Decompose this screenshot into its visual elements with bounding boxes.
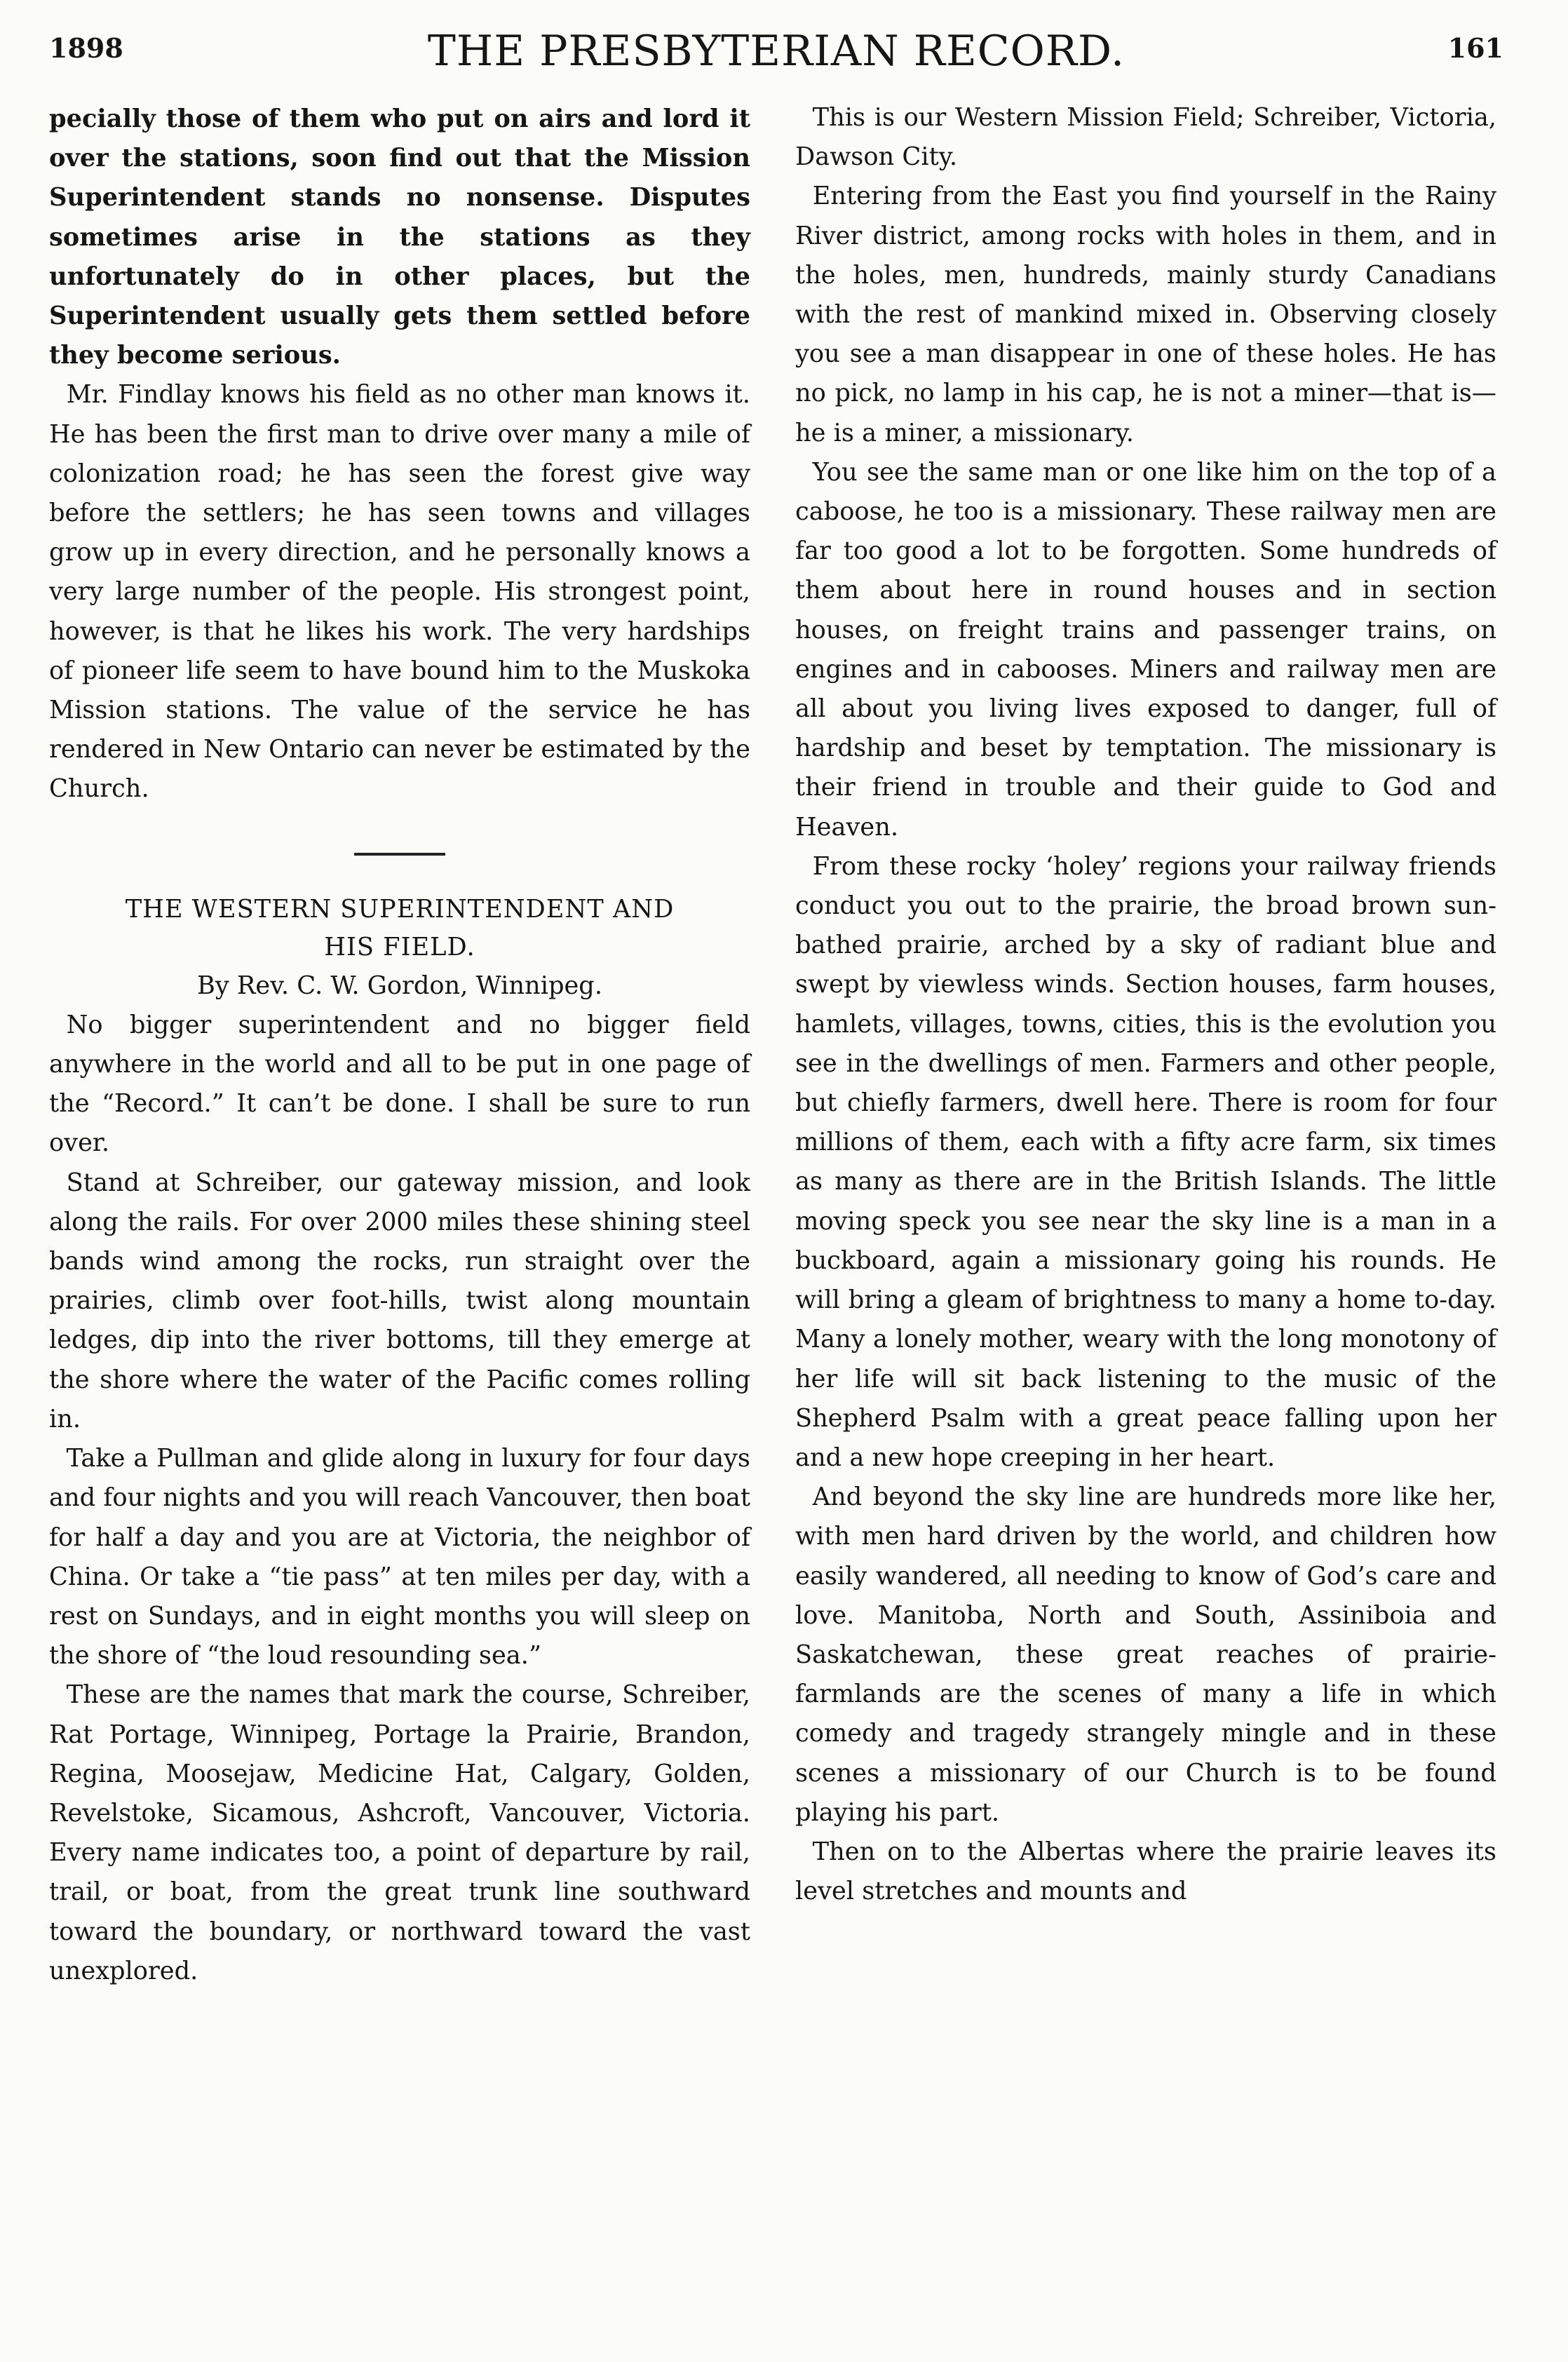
paragraph: From these rocky ‘holey’ regions your railway friends conduct you out to the prairie, the broad brown sun-bathed prairie, arched by a sky of radiant blue and swept by viewless winds. Section houses, farm houses, hamlets, villages, towns, cities, this is the evolution you see in the dwellings of men. Farmers and other people, but chiefly farmers, dwell here. There is room for four millions of them, each with a fifty acre farm, six times as many as there are in the British Islands. The little moving speck you see near the sky line is a man in a buckboard, again a missionary going his rounds. He will bring a gleam of brightness to many a home to-day. Many a lonely mother, weary with the long monotony of her life will sit back listening to the music of the Shepherd Psalm with a great peace falling upon her and a new hope creeping in her heart. bbox=[795, 851, 1496, 1472]
heading-line-1: THE WESTERN SUPERINTENDENT AND bbox=[125, 894, 675, 924]
right-column bbox=[795, 98, 1496, 1911]
section-divider bbox=[354, 853, 445, 856]
page-header bbox=[49, 27, 1503, 76]
publication-title: THE PRESBYTERIAN RECORD. bbox=[427, 27, 1126, 76]
paragraph: Take a Pullman and glide along in luxury for four days and four nights and you will reach Vancouver, then boat for half a day and you are at Victoria, the neighbor of China. Or take a “tie pass” at ten miles per day, with a rest on Sundays, and in eight months you will sleep on the shore of “the loud resounding sea.” bbox=[49, 1444, 750, 1671]
header-year: 1898 bbox=[49, 32, 123, 64]
paragraph: Then on to the Albertas where the prairie leaves its level stretches and mounts and bbox=[795, 1837, 1496, 1906]
paragraph: This is our Western Mission Field; Schreiber, Victoria, Dawson City. bbox=[795, 103, 1496, 172]
heading-line-2: HIS FIELD. bbox=[324, 932, 475, 961]
page-number: 161 bbox=[1447, 32, 1503, 64]
article-heading bbox=[49, 891, 750, 966]
paragraph: pecially those of them who put on airs and lord it over the stations, soon find out that the Mission Superintendent stands no nonsense. Disputes sometimes arise in the stations as they unfortunately do in other places, but the Superintendent usually gets them settled before they become serious. bbox=[49, 104, 750, 370]
paragraph: Entering from the East you find yourself in the Rainy River district, among rocks with holes in them, and in the holes, men, hundreds, mainly sturdy Canadians with the rest of mankind mixed in. Observing closely you see a man disappear in one of these holes. He has no pick, no lamp in his cap, he is not a miner—that is—he is a miner, a missionary. bbox=[795, 182, 1496, 447]
paragraph: These are the names that mark the course, Schreiber, Rat Portage, Winnipeg, Portage la Prairie, Brandon, Regina, Moosejaw, Medicine Hat, Calgary, Golden, Revelstoke, Sicamous, Ashcroft, Vancouver, Victoria. Every name indicates too, a point of departure by rail, trail, or boat, from the great trunk line southward toward the boundary, or northward toward the vast unexplored. bbox=[49, 1680, 750, 1985]
paragraph: You see the same man or one like him on the top of a caboose, he too is a missionary. These railway men are far too good a lot to be forgotten. Some hundreds of them about here in round houses and in section houses, on freight trains and passenger trains, on engines and in cabooses. Miners and railway men are all about you living lives exposed to danger, full of hardship and beset by temptation. The missionary is their friend in trouble and their guide to God and Heaven. bbox=[795, 457, 1496, 842]
paragraph: And beyond the sky line are hundreds more like her, with men hard driven by the world, and children how easily wandered, all needing to know of God’s care and love. Manitoba, North and South, Assiniboia and Saskatchewan, these great reaches of prairie-farmlands are the scenes of many a life in which comedy and tragedy strangely mingle and in these scenes a missionary of our Church is to be found playing his part. bbox=[795, 1483, 1496, 1827]
byline: By Rev. C. W. Gordon, Winnipeg. bbox=[196, 971, 603, 1000]
paragraph: Mr. Findlay knows his field as no other man knows it. He has been the first man to drive over many a mile of colonization road; he has seen the forest give way before the settlers; he has seen towns and villages grow up in every direction, and he personally knows a very large number of the people. His strongest point, however, is that he likes his work. The very hardships of pioneer life seem to have bound him to the Muskoka Mission stations. The value of the service he has rendered in New Ontario can never be estimated by the Church. bbox=[49, 380, 750, 804]
paragraph: No bigger superintendent and no bigger field anywhere in the world and all to be put in one page of the “Record.” It can’t be done. I shall be sure to run over. bbox=[49, 1010, 750, 1158]
left-column bbox=[49, 100, 750, 1991]
paragraph: Stand at Schreiber, our gateway mission, and look along the rails. For over 2000 miles these shining steel bands wind among the rocks, run straight over the prairies, climb over foot-hills, twist along mountain ledges, dip into the river bottoms, till they emerge at the shore where the water of the Pacific comes rolling in. bbox=[49, 1168, 750, 1433]
